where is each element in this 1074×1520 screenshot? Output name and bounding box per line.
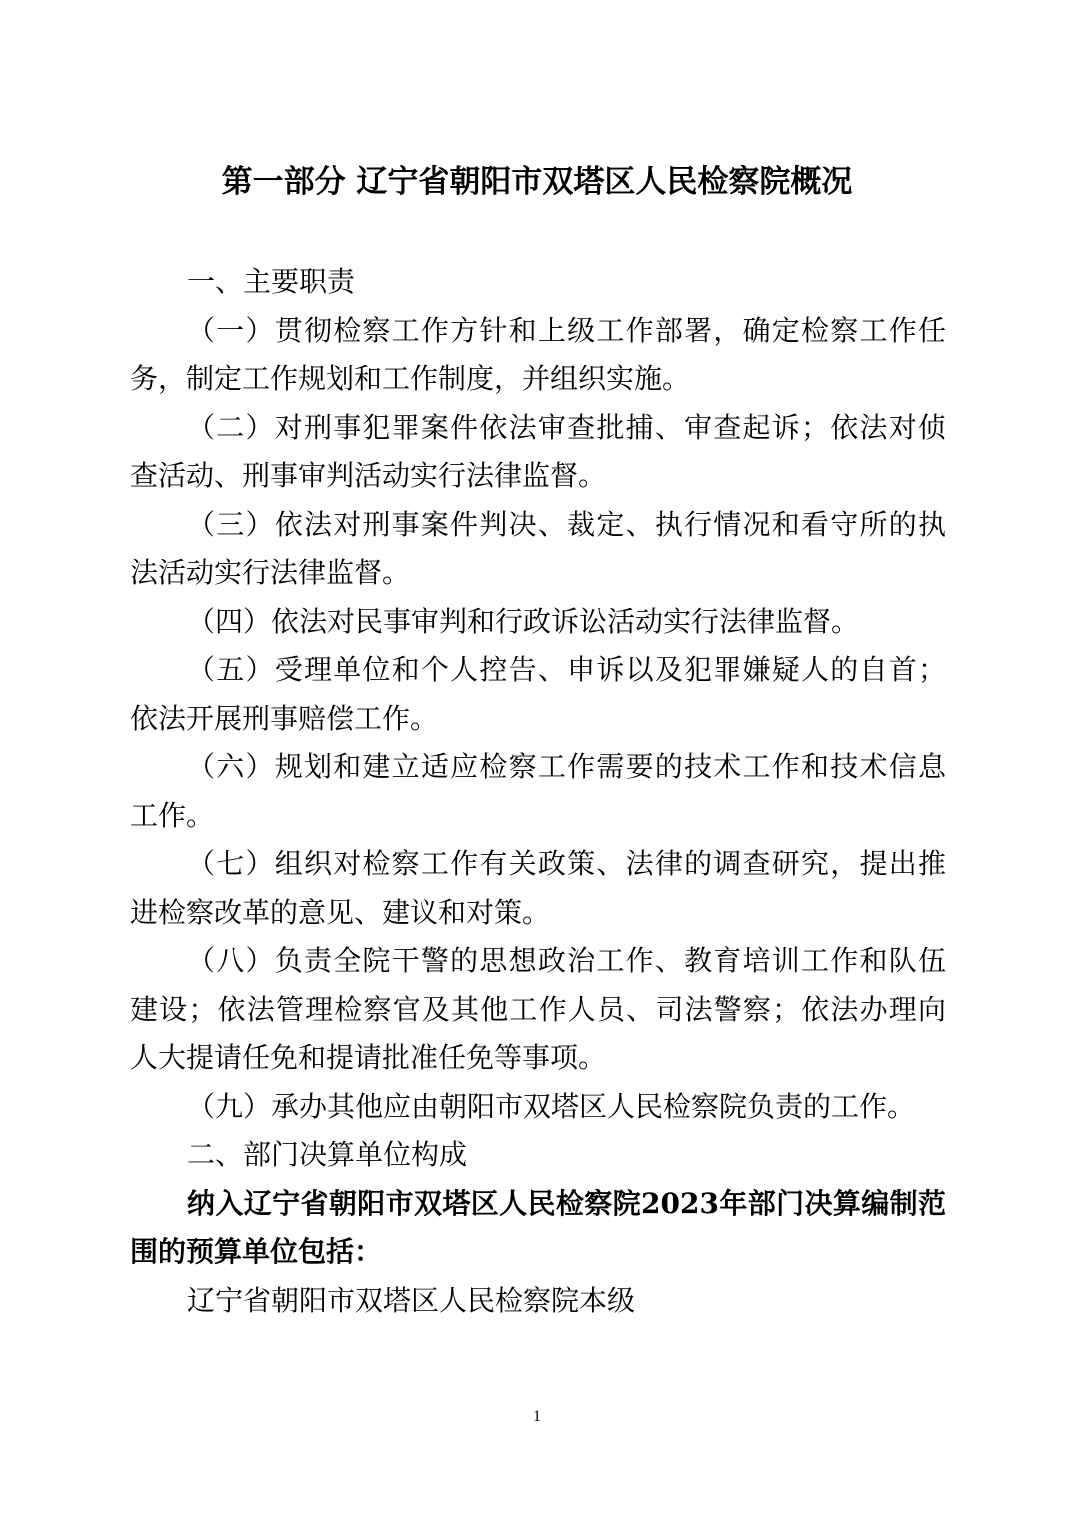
duty-item-8-line-3: 人大提请任免和提请批准任免等事项。 <box>130 1041 607 1074</box>
duty-item-5-line-2: 依法开展刑事赔偿工作。 <box>130 701 439 735</box>
duty-item-4-line-1: （四）依法对民事审判和行政诉讼活动实行法律监督。 <box>187 604 860 638</box>
duty-item-7-line-1: （七）组织对检察工作有关政策、法律的调查研究，提出推 <box>187 847 946 880</box>
section-heading-duties: 一、主要职责 <box>187 265 356 298</box>
duty-item-9-line-1: （九）承办其他应由朝阳市双塔区人民检察院负责的工作。 <box>187 1089 916 1123</box>
duty-item-6-line-2: 工作。 <box>130 798 215 832</box>
units-intro-line-1: 纳入辽宁省朝阳市双塔区人民检察院2023年部门决算编制范 <box>187 1186 946 1220</box>
document-body <box>130 258 946 1325</box>
units-intro-line-2: 围的预算单位包括： <box>130 1235 383 1268</box>
unit-entry: 辽宁省朝阳市双塔区人民检察院本级 <box>187 1283 636 1317</box>
duty-item-3-line-1: （三）依法对刑事案件判决、裁定、执行情况和看守所的执 <box>187 507 946 541</box>
duty-item-2-line-1: （二）对刑事犯罪案件依法审查批捕、审查起诉；依法对侦 <box>187 410 946 444</box>
duty-item-1-line-1: （一）贯彻检察工作方针和上级工作部署，确定检察工作任 <box>187 313 946 347</box>
duty-item-8-line-2: 建设；依法管理检察官及其他工作人员、司法警察；依法办理向 <box>130 992 946 1026</box>
duty-item-2-line-2: 查活动、刑事审判活动实行法律监督。 <box>130 459 607 492</box>
duty-item-8-line-1: （八）负责全院干警的思想政治工作、教育培训工作和队伍 <box>187 944 946 977</box>
page-title: 第一部分 辽宁省朝阳市双塔区人民检察院概况 <box>221 164 853 200</box>
duty-item-5-line-1: （五）受理单位和个人控告、申诉以及犯罪嫌疑人的自首； <box>187 653 946 686</box>
duty-item-7-line-2: 进检察改革的意见、建议和对策。 <box>130 895 551 929</box>
duty-item-1-line-2: 务，制定工作规划和工作制度，并组织实施。 <box>130 362 691 395</box>
duty-item-6-line-1: （六）规划和建立适应检察工作需要的技术工作和技术信息 <box>187 750 946 783</box>
section-heading-units: 二、部门决算单位构成 <box>187 1138 468 1171</box>
page-number: 1 <box>533 1408 541 1425</box>
duty-item-3-line-2: 法活动实行法律监督。 <box>130 556 411 589</box>
